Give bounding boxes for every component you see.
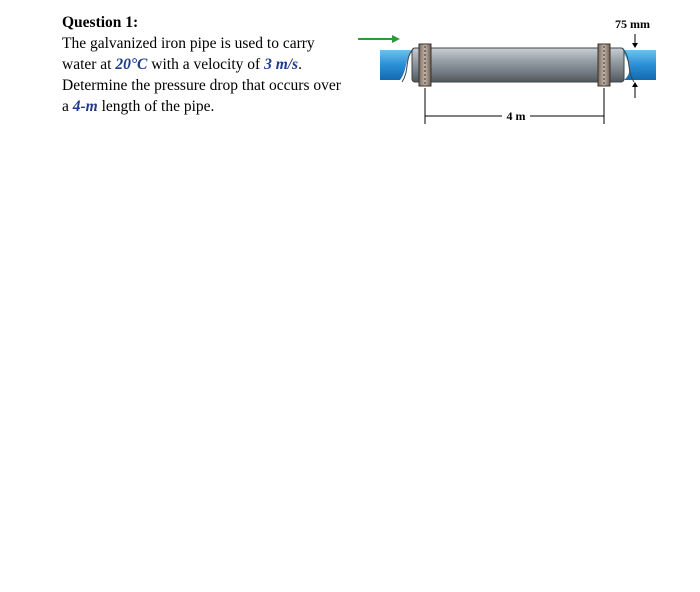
question-line-3: Determine the pressure drop that occurs over	[62, 77, 341, 94]
diameter-label: 75 mm	[615, 17, 650, 31]
temperature-value: 20°C	[115, 56, 148, 73]
question-line-4	[62, 96, 352, 117]
question-text-block	[62, 12, 352, 117]
question-line-1: The galvanized iron pipe is used to carry	[62, 35, 315, 52]
velocity-value: 3 m/s	[264, 56, 299, 73]
length-label: 4 m	[506, 109, 526, 123]
pipe-figure	[352, 10, 682, 130]
line4-post: length of the pipe.	[97, 98, 215, 115]
length-value: 4-m	[72, 98, 98, 115]
line2-pre: water at	[62, 56, 116, 73]
flange-left	[419, 44, 431, 86]
line2-post: .	[298, 56, 302, 73]
line4-pre: a	[62, 98, 73, 115]
question-title: Question 1:	[62, 14, 139, 31]
pipe-diagram	[352, 10, 682, 130]
question-line-2	[62, 54, 352, 75]
water-left	[380, 50, 414, 80]
flow-arrow-icon	[358, 35, 400, 43]
pipe-body	[412, 48, 624, 82]
line2-mid: with a velocity of	[147, 56, 265, 73]
water-right	[622, 50, 656, 80]
flange-right	[598, 44, 610, 86]
